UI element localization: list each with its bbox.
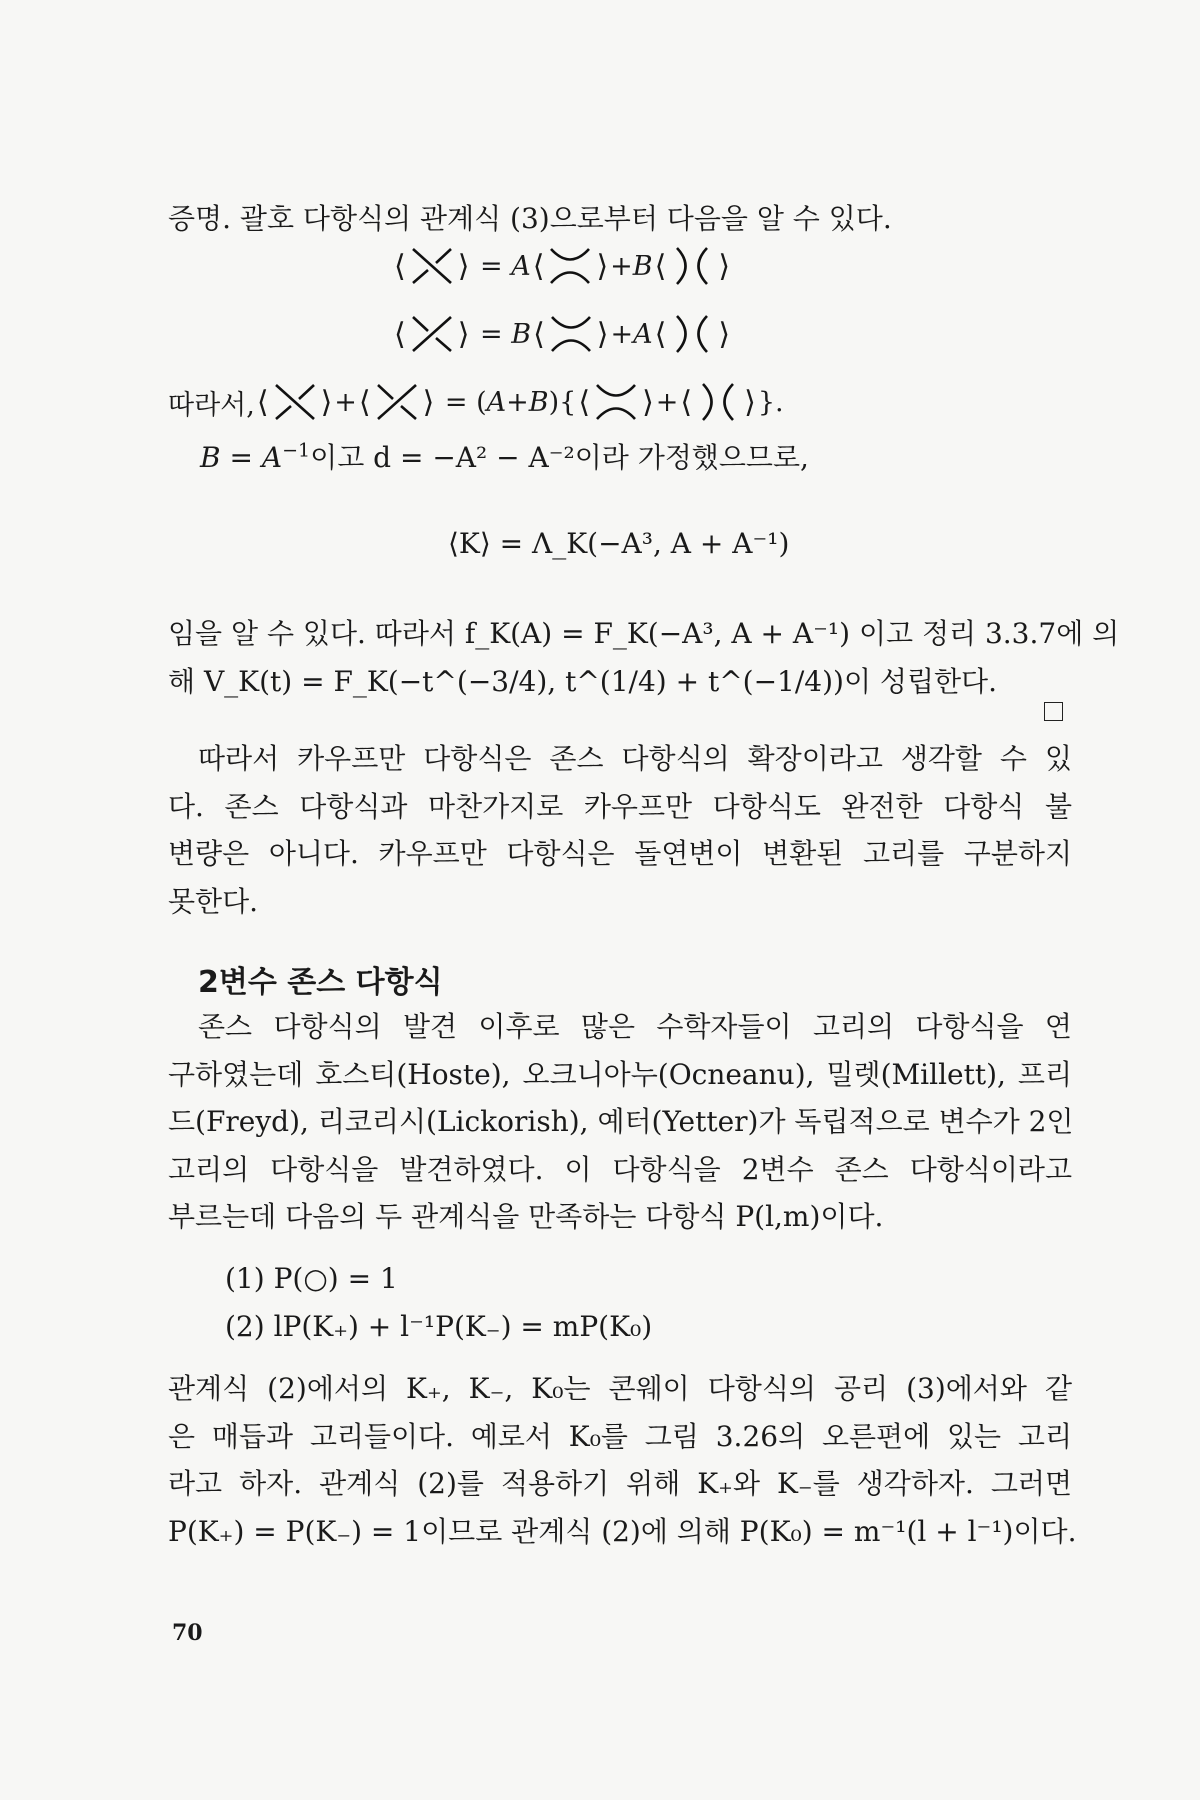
paragraph-kauffman-extension: 따라서 카우프만 다항식은 존스 다항식의 확장이라고 생각할 수 있 다. 존스 다항식과 마찬가지로 카우프만 다항식도 완전한 다항식 불 변량은 아니다. 카우프만 다항식은 돌연변이 변환된 고리를 구분하지 못한다. [168, 742, 1072, 918]
skein-sum-equation: 따라서, ⟨ ⟩ + ⟨ ⟩ = (A+B){ ⟨ ⟩ + ⟨ ⟩ }. [168, 376, 784, 428]
crossing-positive-diagram [271, 380, 319, 424]
crossing-negative-diagram [408, 312, 456, 356]
therefore-label: 따라서, [168, 389, 255, 421]
proof-conclusion: 임을 알 수 있다. 따라서 f_K(A) = F_K(−A³, A + A⁻¹) 이고 정리 3.3.7에 의 해 V_K(t) = F_K(−t^(−3/4), t^(1/4) + t^(−1/4))이 성립한다. [168, 617, 1120, 698]
section-title: 2변수 존스 다항식 [198, 965, 443, 1000]
bracket-equation: ⟨K⟩ = Λ_K(−A³, A + A⁻¹) [448, 527, 790, 560]
smoothing-horizontal-diagram [592, 380, 640, 424]
crossing-positive-diagram [408, 244, 456, 288]
crossing-negative-diagram [373, 380, 421, 424]
smoothing-horizontal-diagram [546, 244, 594, 288]
smoothing-vertical-diagram [694, 380, 742, 424]
skein-equation-2: ⟨ ⟩ = B ⟨ ⟩ +A ⟨ ⟩ [392, 308, 732, 360]
smoothing-vertical-diagram [668, 312, 716, 356]
qed-box-icon [1044, 702, 1063, 721]
paragraph-two-variable-jones: 존스 다항식의 발견 이후로 많은 수학자들이 고리의 다항식을 연 구하였는데 호스티(Hoste), 오크니아누(Ocneanu), 밀렛(Millett), 프리 드(Freyd), 리코리시(Lickorish), 예터(Yetter)가 독립적으로 변수가 2인 고리의 다항식을 발견하였다. 이 다항식을 2변수 존스 다항식이라고 부르는데 다음의 두 관계식을 만족하는 다항식 P(l,m)이다. [168, 1010, 1074, 1233]
proof-intro: 증명. 괄호 다항식의 관계식 (3)으로부터 다음을 알 수 있다. [168, 202, 892, 235]
skein-equation-1: ⟨ ⟩ = A ⟨ ⟩ +B ⟨ ⟩ [392, 240, 732, 292]
smoothing-vertical-diagram [668, 244, 716, 288]
smoothing-horizontal-diagram [547, 312, 595, 356]
paragraph-relation-application: 관계식 (2)에서의 K₊, K₋, K₀는 콘웨이 다항식의 공리 (3)에서와 같 은 매듭과 고리들이다. 예로서 K₀를 그림 3.26의 오른편에 있는 고리 라고 하자. 관계식 (2)를 적용하기 위해 K₊와 K₋를 생각하자. 그러면 P(K₊) = P(K₋) = 1이므로 관계식 (2)에 의해 P(K₀) = m⁻¹(l + l⁻¹)이다. [168, 1372, 1077, 1548]
assumption-line: $B = A^{-1}$이고 d = −A² − A⁻²이라 가정했으므로, [200, 439, 809, 474]
condition-2: (2) lP(K₊) + l⁻¹P(K₋) = mP(K₀) [225, 1310, 653, 1343]
page-number: 70 [172, 1620, 203, 1646]
condition-1: (1) P(○) = 1 [225, 1262, 398, 1295]
